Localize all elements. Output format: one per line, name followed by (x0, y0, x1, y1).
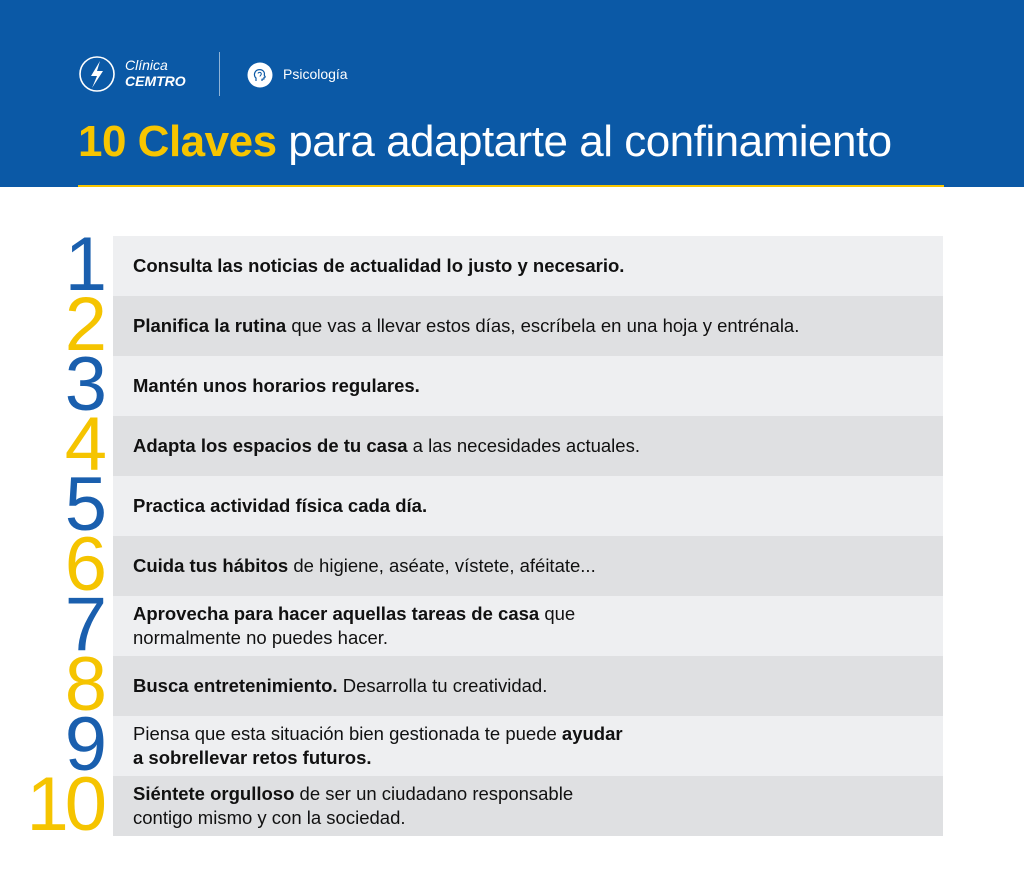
key-bold-text: Consulta las noticias de actualidad lo justo y necesario. (133, 255, 625, 276)
brand-line1: Clínica (125, 57, 168, 73)
key-number: 10 (26, 762, 103, 847)
key-number: 9 (64, 702, 103, 787)
title-underline (78, 185, 944, 187)
list-item (64, 462, 943, 547)
page-title (78, 114, 892, 170)
list-item (64, 222, 943, 307)
list-item (64, 642, 943, 727)
key-number: 2 (64, 282, 103, 367)
key-regular-text: que vas a llevar estos días, escríbela en una hoja y entrénala. (286, 315, 800, 336)
key-regular-text-line2: normalmente no puedes hacer. (133, 627, 389, 648)
key-text (133, 776, 933, 836)
key-bold-text-line2: a sobrellevar retos futuros. (133, 747, 372, 768)
brand-name (125, 57, 186, 89)
key-number: 6 (64, 522, 103, 607)
list-item (64, 702, 943, 787)
header-banner (0, 0, 1024, 187)
key-text (133, 416, 933, 476)
key-text (133, 356, 933, 416)
department-label: Psicología (283, 66, 348, 82)
key-text (133, 236, 933, 296)
key-regular-text: que (539, 603, 576, 624)
lightning-bolt-circle-icon (78, 55, 116, 93)
key-bold-text: ayudar (561, 723, 623, 744)
list-item (64, 282, 943, 367)
key-text (133, 536, 933, 596)
head-profile-circle-icon (247, 62, 273, 88)
brand-divider (219, 52, 220, 96)
list-item (64, 522, 943, 607)
brand-line2: CEMTRO (125, 73, 186, 89)
key-text (133, 596, 933, 656)
title-strong: 10 Claves (78, 117, 277, 166)
title-rest: para adaptarte al confinamiento (276, 117, 892, 166)
list-item (64, 342, 943, 427)
key-bold-text: Aprovecha para hacer aquellas tareas de casa (133, 603, 540, 624)
key-number: 5 (64, 462, 103, 547)
keys-list (0, 222, 1024, 847)
list-item (64, 582, 943, 667)
list-item (26, 762, 943, 847)
key-number: 3 (64, 342, 103, 427)
key-regular-text: de ser un ciudadano responsable (294, 783, 574, 804)
key-number: 4 (64, 402, 103, 487)
key-text (133, 656, 933, 716)
key-regular-text: Desarrolla tu creatividad. (337, 675, 548, 696)
key-text (133, 716, 933, 776)
key-text (133, 296, 933, 356)
key-regular-text: Piensa que esta situación bien gestionada te puede (133, 723, 562, 744)
key-regular-text: de higiene, aséate, vístete, aféitate... (288, 555, 596, 576)
key-bold-text: Cuida tus hábitos (133, 555, 289, 576)
key-bold-text: Planifica la rutina (133, 315, 287, 336)
key-bold-text: Busca entretenimiento. (133, 675, 338, 696)
key-number: 8 (64, 642, 103, 727)
key-bold-text: Siéntete orgulloso (133, 783, 295, 804)
key-text (133, 476, 933, 536)
key-regular-text-line2: contigo mismo y con la sociedad. (133, 807, 406, 828)
key-regular-text: a las necesidades actuales. (407, 435, 640, 456)
list-item (64, 402, 943, 487)
key-number: 1 (64, 222, 103, 307)
key-bold-text: Adapta los espacios de tu casa (133, 435, 408, 456)
key-number: 7 (64, 582, 103, 667)
key-bold-text: Mantén unos horarios regulares. (133, 375, 420, 396)
key-bold-text: Practica actividad física cada día. (133, 495, 428, 516)
